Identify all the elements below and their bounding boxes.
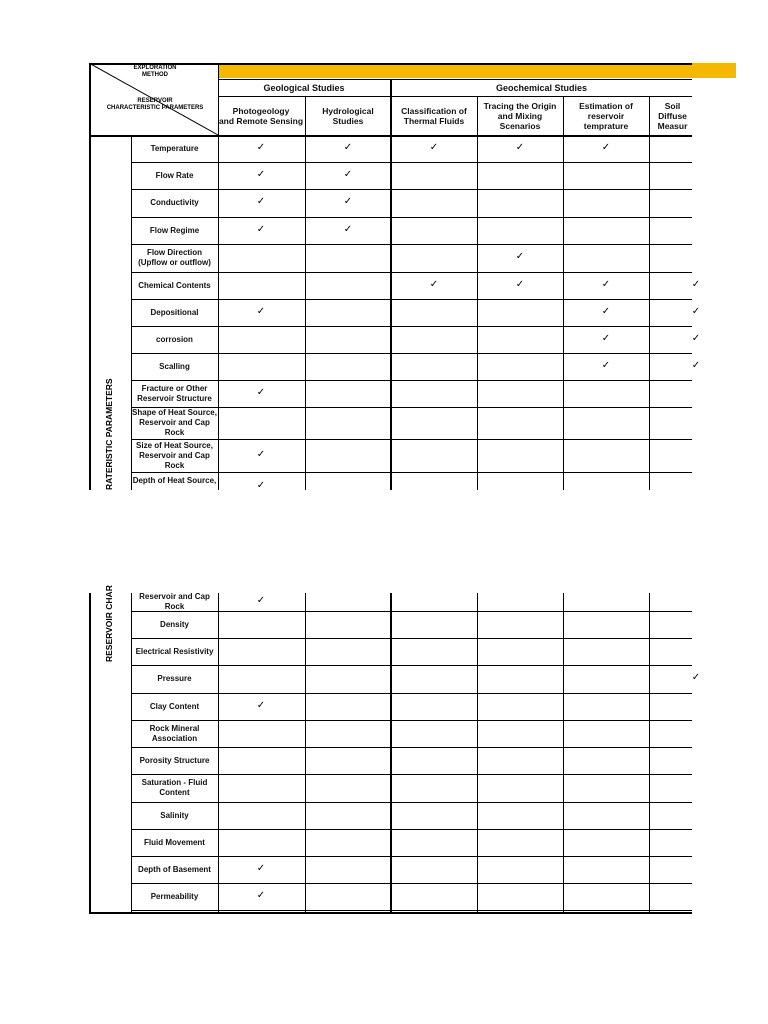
row-label: Fracture or Other Reservoir Structure (137, 383, 212, 403)
row-label: Chemical Contents (138, 280, 211, 290)
row-label: Depth of Basement (138, 864, 211, 874)
corner-parameters-label: RESERVOIR CHARACTERISTIC PARAMETERS (106, 98, 204, 111)
column-header: Soil Diffuse Measur (657, 100, 688, 131)
grid-line (218, 593, 219, 913)
checkmark-icon: ✓ (343, 141, 353, 153)
checkmark-icon: ✓ (256, 386, 266, 398)
column-header: Photogeology and Remote Sensing (218, 105, 304, 126)
checkmark-icon: ✓ (691, 359, 701, 371)
column-header: Hydrological Studies (322, 105, 374, 126)
row-label: Saturation - Fluid Content (141, 778, 208, 797)
row-label: Electrical Resistivity (135, 646, 214, 656)
row-label: Flow Direction (Upflow or outflow) (138, 248, 211, 267)
checkmark-icon: ✓ (343, 223, 353, 235)
checkmark-icon: ✓ (691, 305, 701, 317)
checkmark-icon: ✓ (343, 168, 353, 180)
group-header-geological: Geological Studies (263, 82, 345, 93)
checkmark-icon: ✓ (256, 480, 266, 491)
row-label: Fluid Movement (144, 837, 205, 847)
checkmark-icon: ✓ (256, 196, 266, 207)
row-label: Permeability (150, 891, 199, 901)
grid-line (649, 593, 650, 913)
checkmark-icon: ✓ (256, 223, 266, 235)
checkmark-icon: ✓ (256, 699, 266, 711)
column-header: Tracing the Origin and Mixing Scenarios (483, 100, 557, 131)
row-label: Rock Mineral Association (149, 723, 200, 743)
checkmark-icon: ✓ (515, 251, 525, 262)
side-label-parameters: RATERISTIC PARAMETERS (104, 378, 114, 490)
checkmark-icon: ✓ (601, 141, 611, 153)
column-header: Classification of Thermal Fluids (401, 105, 467, 126)
row-label: Depth of Heat Source, (132, 476, 217, 485)
checkmark-icon: ✓ (691, 672, 701, 683)
grid-line (563, 96, 564, 490)
corner-method-label: EXPLORATION METHOD (133, 65, 177, 78)
row-label: Conductivity (150, 198, 199, 207)
row-label: Density (160, 619, 189, 629)
row-label: Flow Rate (155, 170, 194, 180)
grid-line (477, 96, 478, 490)
checkmark-icon: ✓ (429, 278, 439, 290)
side-label-reservoir: RESERVOIR CHAR (104, 585, 114, 662)
checkmark-icon: ✓ (515, 141, 525, 153)
grid-line (89, 593, 91, 913)
row-label: Temperature (150, 143, 199, 153)
row-label: corrosion (156, 334, 193, 344)
column-header: Estimation of reservoir temprature (579, 100, 633, 131)
row-label: Salinity (160, 810, 189, 820)
grid-line (390, 593, 392, 913)
row-label: Depositional (150, 307, 199, 317)
checkmark-icon: ✓ (601, 359, 611, 371)
grid-line (563, 593, 564, 913)
grid-line (131, 910, 692, 911)
checkmark-icon: ✓ (256, 862, 266, 874)
grid-line (477, 593, 478, 913)
checkmark-icon: ✓ (429, 141, 439, 153)
checkmark-icon: ✓ (601, 332, 611, 344)
row-label: Flow Regime (149, 225, 200, 235)
checkmark-icon: ✓ (601, 305, 611, 317)
checkmark-icon: ✓ (256, 305, 266, 317)
checkmark-icon: ✓ (343, 196, 353, 207)
row-label: Shape of Heat Source, Reservoir and Cap Rock (132, 408, 217, 437)
grid-line (305, 96, 306, 490)
row-label: Reservoir and Cap Rock (139, 592, 210, 611)
checkmark-icon: ✓ (256, 889, 266, 901)
grid-line (649, 96, 650, 490)
checkmark-icon: ✓ (691, 332, 701, 344)
table-bottom-border (89, 912, 692, 914)
grid-line (305, 593, 306, 913)
checkmark-icon: ✓ (256, 595, 266, 606)
header-highlight-bar (219, 63, 736, 78)
grid-line (390, 79, 392, 490)
checkmark-icon: ✓ (601, 278, 611, 290)
checkmark-icon: ✓ (256, 448, 266, 460)
row-label: Clay Content (149, 701, 200, 711)
checkmark-icon: ✓ (691, 278, 701, 290)
row-label: Pressure (157, 674, 192, 683)
row-label: Size of Heat Source, Reservoir and Cap Rock (136, 440, 213, 470)
row-label: Porosity Structure (139, 755, 210, 765)
group-header-geochemical: Geochemical Studies (495, 82, 588, 93)
checkmark-icon: ✓ (256, 141, 266, 153)
checkmark-icon: ✓ (515, 278, 525, 290)
row-label: Scalling (159, 361, 190, 371)
checkmark-icon: ✓ (256, 168, 266, 180)
